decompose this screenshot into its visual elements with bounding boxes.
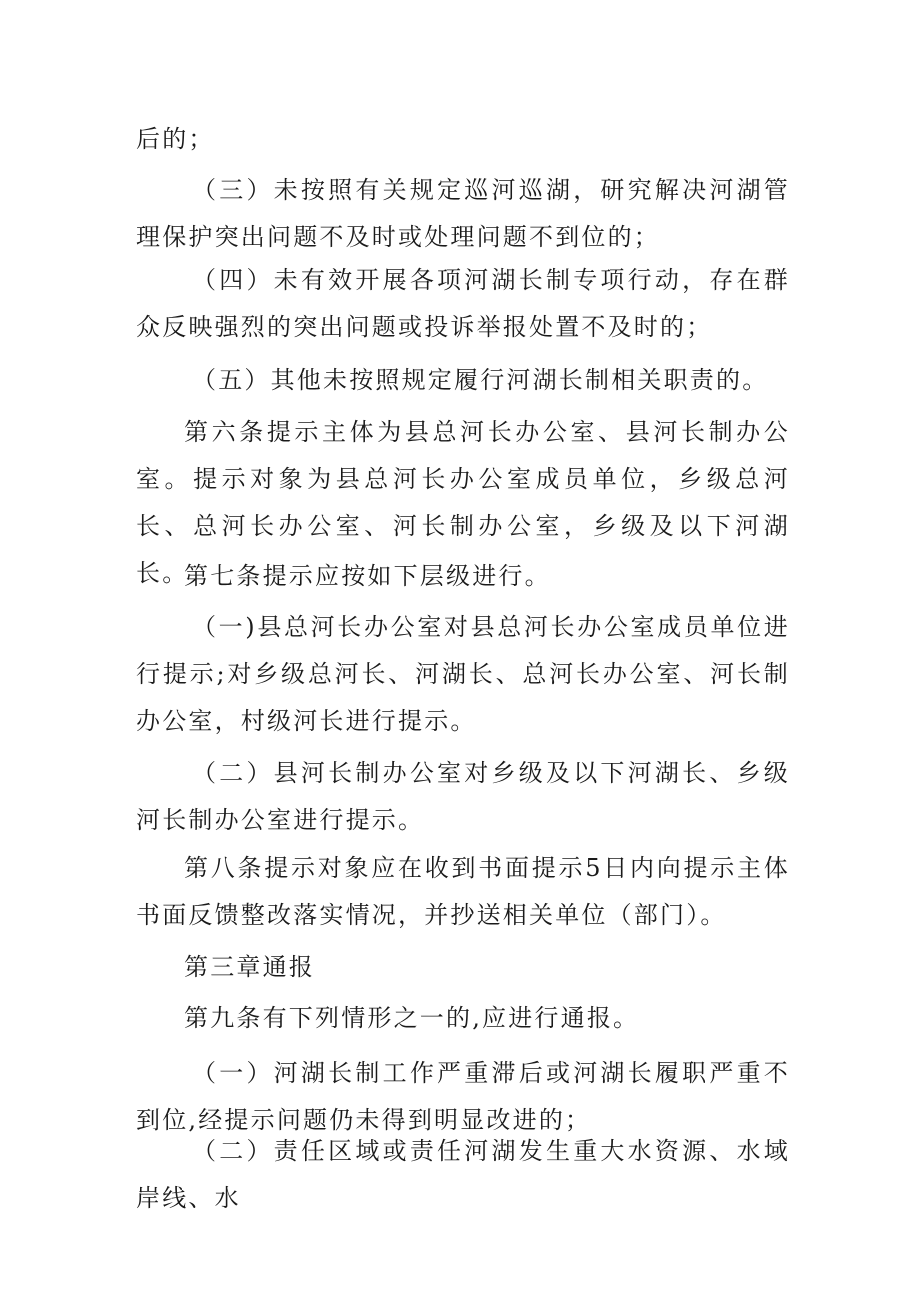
article-7-item-1: （一)县总河长办公室对县总河长办公室成员单位进行提示;对乡级总河长、河湖长、总河长办公室、河长制办公室，村级河长进行提示。 [136, 613, 790, 735]
paragraph-continuation: 后的； [136, 125, 215, 153]
article-7: 第七条提示应按如下层级进行。 [184, 562, 551, 590]
paragraph-item-5: （五）其他未按照规定履行河湖长制相关职责的。 [192, 366, 769, 394]
article-6: 第六条提示主体为县总河长办公室、县河长制办公室。提示对象为县总河长办公室成员单位，乡级总河长、总河长办公室、河长制办公室，乡级及以下河湖长。 [136, 418, 790, 587]
article-9-item-2: （二）责任区域或责任河湖发生重大水资源、水域岸线、水 [136, 1137, 790, 1212]
article-7-item-2: （二）县河长制办公室对乡级及以下河湖长、乡级河长制办公室进行提示。 [136, 759, 790, 834]
paragraph-item-4: （四）未有效开展各项河湖长制专项行动，存在群众反映强烈的突出问题或投诉举报处置不及时的； [136, 266, 790, 341]
article-9: 第九条有下列情形之一的,应进行通报。 [184, 1004, 640, 1032]
article-9-item-1: （一）河湖长制工作严重滞后或河湖长履职严重不到位,经提示问题仍未得到明显改进的； [136, 1059, 790, 1134]
article-8: 第八条提示对象应在收到书面提示5日内向提示主体书面反馈整改落实情况，并抄送相关单位（部门）。 [136, 854, 790, 929]
chapter-3-heading: 第三章通报 [184, 953, 315, 981]
paragraph-item-3: （三）未按照有关规定巡河巡湖，研究解决河湖管理保护突出问题不及时或处理问题不到位的； [136, 176, 790, 251]
